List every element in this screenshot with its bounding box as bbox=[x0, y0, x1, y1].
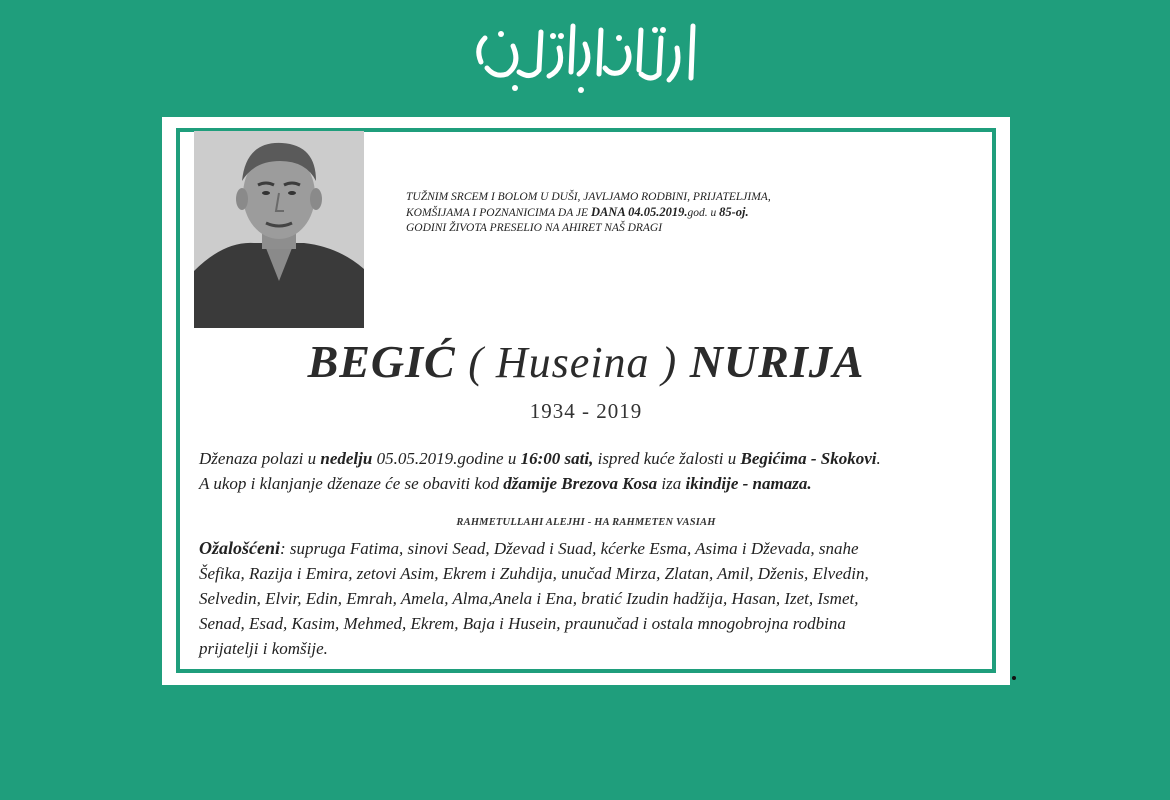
mourners-line-3: Selvedin, Elvir, Edin, Emrah, Amela, Alma,Anela i Ena, bratić Izudin hadžija, Hasan, Izet, Ismet, bbox=[199, 589, 859, 608]
intro-line-1: TUŽNIM SRCEM I BOLOM U DUŠI, JAVLJAMO RODBINI, PRIJATELJIMA, bbox=[406, 191, 771, 203]
intro-god: god. u bbox=[687, 207, 720, 219]
intro-age: 85-oj. bbox=[719, 205, 749, 219]
intro-date: DANA 04.05.2019. bbox=[590, 205, 688, 219]
deceased-surname: BEGIĆ bbox=[307, 336, 456, 387]
paren-open: ( bbox=[468, 338, 496, 387]
intro-line-2 bbox=[406, 205, 926, 221]
burial-mosque: džamije Brezova Kosa bbox=[503, 474, 658, 493]
mourners-label: Ožalošćeni bbox=[199, 538, 280, 558]
mourners-line-1 bbox=[199, 536, 984, 561]
funeral-text: Dženaza polazi u bbox=[199, 449, 321, 468]
funeral-line-1 bbox=[199, 446, 979, 471]
calligraphy-header bbox=[0, 8, 1170, 108]
calligraphy-icon bbox=[455, 8, 715, 108]
funeral-period: . bbox=[876, 449, 881, 468]
funeral-place: Begićima - Skokovi bbox=[740, 449, 877, 468]
funeral-day: nedelju bbox=[320, 449, 373, 468]
mourners-list bbox=[199, 536, 984, 661]
deceased-given-name: NURIJA bbox=[689, 336, 865, 387]
burial-text: A ukop i klanjanje dženaze će se obaviti kod bbox=[199, 474, 504, 493]
burial-text-2: iza bbox=[657, 474, 686, 493]
mourners-line-4: Senad, Esad, Kasim, Mehmed, Ekrem, Baja i Husein, praunučad i ostala mnogobrojna rodbina bbox=[199, 614, 846, 633]
mourners-line-5: prijatelji i komšije. bbox=[199, 639, 328, 658]
paren-close: ) bbox=[649, 338, 678, 387]
funeral-text-2: ispred kuće žalosti u bbox=[593, 449, 741, 468]
funeral-line-2 bbox=[199, 471, 979, 496]
father-name: Huseina bbox=[495, 338, 650, 387]
intro-line-2-start: KOMŠIJAMA I POZNANICIMA DA JE bbox=[406, 207, 591, 219]
deceased-name bbox=[176, 335, 996, 388]
intro-text bbox=[406, 190, 926, 236]
funeral-time: 16:00 sati, bbox=[520, 449, 594, 468]
intro-line-3: GODINI ŽIVOTA PRESELIO NA AHIRET NAŠ DRAGI bbox=[406, 222, 663, 234]
portrait-photo bbox=[194, 131, 364, 328]
mourners-line-2: Šefika, Razija i Emira, zetovi Asim, Ekrem i Zuhdija, unučad Mirza, Zlatan, Amil, Dženis, Elvedin, bbox=[199, 564, 869, 583]
scan-speck bbox=[1012, 676, 1016, 680]
mourners-text-1: : supruga Fatima, sinovi Sead, Dževad i Suad, kćerke Esma, Asima i Dževada, snahe bbox=[280, 539, 859, 558]
burial-prayer: ikindije - namaza. bbox=[685, 474, 812, 493]
funeral-date: 05.05.2019.godine u bbox=[372, 449, 521, 468]
funeral-details bbox=[199, 446, 979, 496]
prayer-line: RAHMETULLAHI ALEJHI - HA RAHMETEN VASIAH bbox=[456, 517, 716, 528]
life-years: 1934 - 2019 bbox=[529, 399, 643, 423]
